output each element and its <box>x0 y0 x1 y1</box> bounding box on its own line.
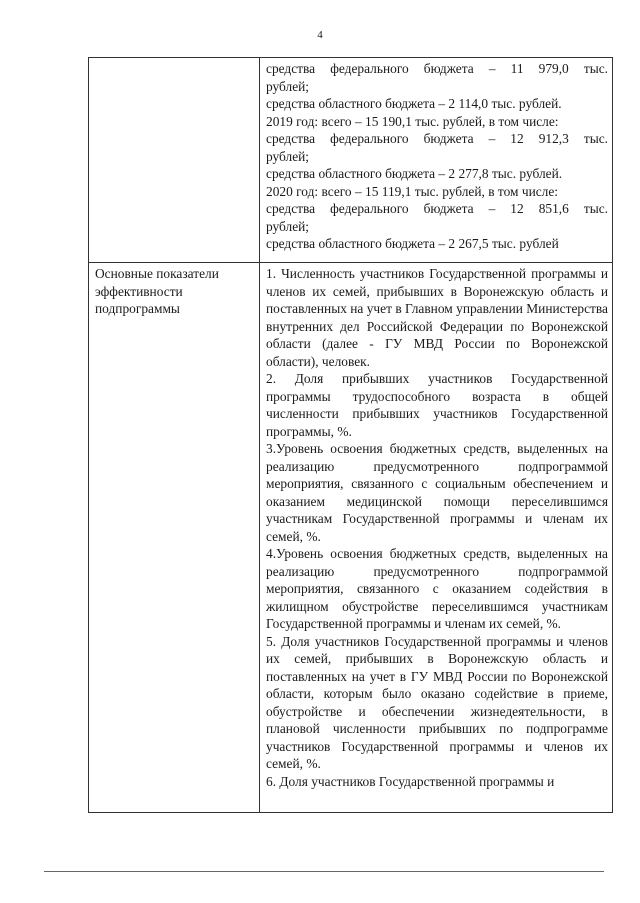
financing-line: средства федерального бюджета – 12 912,3 тыс. <box>266 131 608 146</box>
indicator-item: 5. Доля участников Государственной программы и членов их семей, прибывших в Воронежскую область и поставленных на учет в ГУ МВД России по Воронежской области, которым было оказано содействие в приеме, обустройстве и обеспечении жизнедеятельности, в плановой численности прибывших по подпрограмме участников Государственной программы и членов их семей, %. <box>266 633 608 771</box>
financing-line: 2020 год: всего – 15 119,1 тыс. рублей, в том числе: <box>266 183 559 199</box>
indicator-item: 1. Численность участников Государственной программы и членов их семей, прибывших в Воронежскую область и поставленных на учет в Главном управлении Министерства внутренних дел Российской Федерации по Воронежской области (далее - ГУ МВД России по Воронежской области), человек. <box>266 266 608 369</box>
indicator-item: 3.Уровень освоения бюджетных средств, выделенных на реализацию предусмотренного подпрограммой мероприятия, связанного с социальным обеспечением и оказанием медицинской помощи переселившимся участникам Государственной программы и членам их семей, %. <box>266 441 608 544</box>
financing-line: средства федерального бюджета – 12 851,6 тыс. <box>266 201 608 216</box>
indicator-item: 4.Уровень освоения бюджетных средств, выделенных на реализацию предусмотренного подпрограммой мероприятия, связанного с оказанием содействия в жилищном обустройстве переселившимся участникам Государственной программы и членам их семей, %. <box>266 546 608 631</box>
financing-line: средства федерального бюджета – 11 979,0 тыс. <box>266 61 608 76</box>
table-row <box>89 58 613 263</box>
table-row <box>89 263 613 813</box>
indicator-item: 6. Доля участников Государственной программы и <box>266 773 555 789</box>
page-number: 4 <box>317 29 323 41</box>
row-label <box>89 58 260 263</box>
financing-cell <box>260 58 613 263</box>
indicators-cell <box>260 263 613 813</box>
financing-line: рублей; <box>266 218 310 234</box>
row-label: Основные показатели эффективности подпрограммы <box>89 263 260 813</box>
financing-line: средства областного бюджета – 2 267,5 тыс. рублей <box>266 236 559 251</box>
footer-divider <box>44 871 604 872</box>
financing-line: рублей; <box>266 78 310 94</box>
financing-line: средства областного бюджета – 2 277,8 тыс. рублей. <box>266 166 563 181</box>
financing-line: рублей; <box>266 148 310 164</box>
financing-line: 2019 год: всего – 15 190,1 тыс. рублей, в том числе: <box>266 113 559 129</box>
indicator-item: 2. Доля прибывших участников Государственной программы трудоспособного возраста в общей численности прибывших участников Государственной программы, %. <box>266 371 608 439</box>
passport-table <box>88 57 613 813</box>
financing-line: средства областного бюджета – 2 114,0 тыс. рублей. <box>266 96 562 111</box>
